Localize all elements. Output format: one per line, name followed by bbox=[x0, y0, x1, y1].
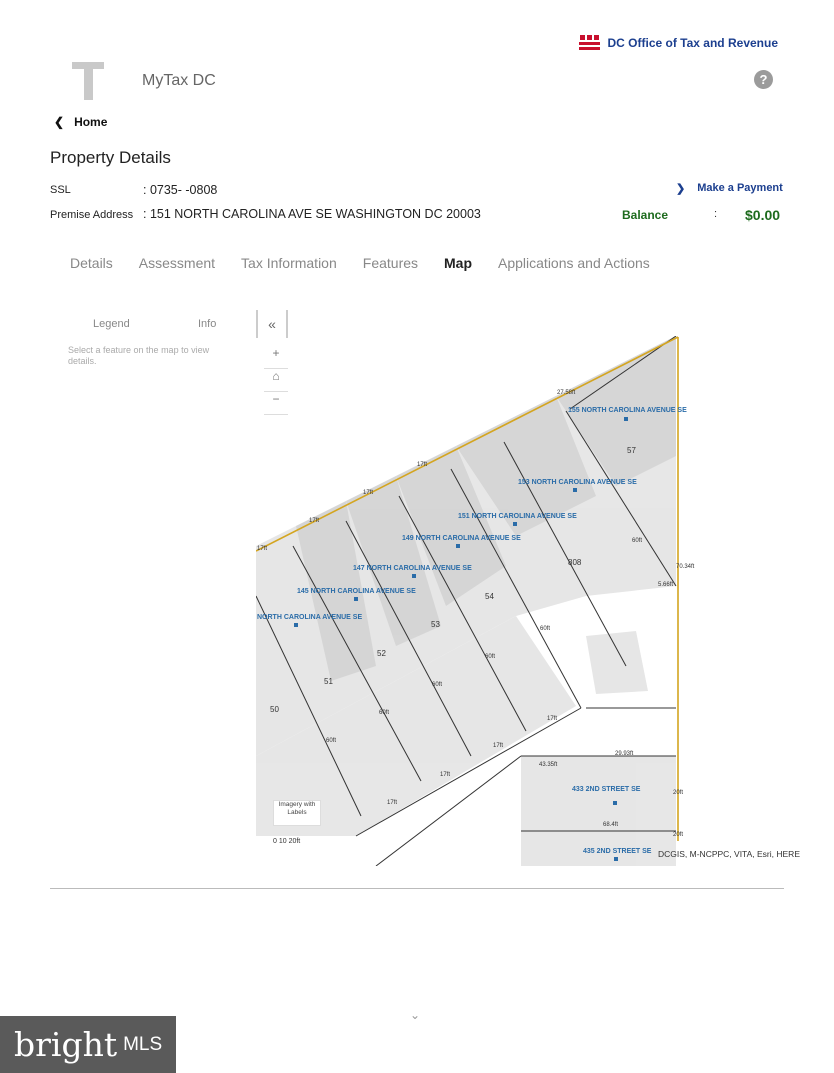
lot-number: 57 bbox=[627, 446, 636, 455]
lot-number: 51 bbox=[324, 677, 333, 686]
home-label: Home bbox=[74, 115, 108, 129]
chevron-right-icon: ❯ bbox=[676, 183, 686, 195]
agency-name: DC Office of Tax and Revenue bbox=[607, 36, 778, 50]
parcel-address-label: 433 2ND STREET SE bbox=[572, 786, 641, 793]
address-label: Premise Address bbox=[50, 209, 134, 221]
lot-number: 53 bbox=[431, 620, 440, 629]
parcel-address-label: 153 NORTH CAROLINA AVENUE SE bbox=[518, 479, 637, 486]
make-payment-link[interactable] bbox=[676, 182, 783, 195]
tab-map[interactable]: Map bbox=[444, 255, 473, 271]
tab-details[interactable]: Details bbox=[70, 255, 113, 271]
make-payment-label: Make a Payment bbox=[697, 182, 783, 194]
info-hint: Select a feature on the map to view details. bbox=[68, 345, 210, 366]
page-title: Property Details bbox=[50, 148, 171, 167]
dimension-label: 17ft bbox=[493, 743, 504, 749]
map-attribution: DCGIS, M-NCPPC, VITA, Esri, HERE bbox=[658, 849, 800, 859]
agency-brand[interactable] bbox=[579, 35, 778, 51]
dimension-label: 20ft bbox=[673, 790, 684, 796]
app-name: MyTax DC bbox=[142, 72, 216, 89]
dimension-label: 17ft bbox=[363, 490, 374, 496]
balance-colon: : bbox=[714, 208, 718, 220]
dimension-label: 60ft bbox=[485, 654, 496, 660]
dimension-label: 20ft bbox=[673, 832, 684, 838]
tab-bar bbox=[70, 255, 676, 271]
ssl-label: SSL bbox=[50, 184, 71, 196]
parcel-address-label: 145 NORTH CAROLINA AVENUE SE bbox=[297, 588, 416, 595]
zoom-in-button[interactable]: + bbox=[264, 346, 288, 369]
lot-number: 54 bbox=[485, 592, 494, 601]
basemap-toggle[interactable]: Imagery with Labels bbox=[273, 800, 321, 826]
parcel-address-label: NORTH CAROLINA AVENUE SE bbox=[257, 614, 363, 621]
parcel-address-label: 435 2ND STREET SE bbox=[583, 848, 652, 855]
collapse-panel-icon[interactable]: « bbox=[256, 310, 288, 338]
help-icon[interactable]: ? bbox=[754, 70, 773, 89]
tab-features[interactable]: Features bbox=[362, 255, 419, 271]
dimension-label: 17ft bbox=[387, 800, 398, 806]
dimension-label: 27.58ft bbox=[557, 390, 576, 396]
parcel-map[interactable] bbox=[256, 336, 796, 866]
mytax-logo-icon bbox=[66, 60, 110, 104]
dimension-label: 60ft bbox=[432, 682, 443, 688]
chevron-down-icon[interactable]: ⌄ bbox=[410, 1008, 421, 1022]
parcel-address-label: 147 NORTH CAROLINA AVENUE SE bbox=[353, 565, 472, 572]
address-value: : 151 NORTH CAROLINA AVE SE WASHINGTON DC 20003 bbox=[143, 207, 481, 221]
bright-mls-watermark bbox=[0, 1016, 176, 1073]
dimension-label: 60ft bbox=[540, 626, 551, 632]
watermark-brand: bright bbox=[14, 1025, 118, 1064]
dimension-label: 60ft bbox=[632, 538, 643, 544]
watermark-suffix: MLS bbox=[123, 1033, 163, 1055]
dimension-label: 17ft bbox=[417, 462, 428, 468]
tab-applications-and-actions[interactable]: Applications and Actions bbox=[498, 255, 650, 271]
scale-bar: 0 10 20ft bbox=[273, 838, 301, 845]
dimension-label: 60ft bbox=[379, 710, 390, 716]
dimension-label: 29.93ft bbox=[615, 751, 634, 757]
chevron-left-icon: ❮ bbox=[54, 115, 65, 129]
parcel-address-label: 155 NORTH CAROLINA AVENUE SE bbox=[568, 407, 687, 414]
tab-assessment[interactable]: Assessment bbox=[138, 255, 216, 271]
info-tab[interactable]: Info bbox=[198, 318, 217, 330]
zoom-out-button[interactable]: − bbox=[264, 392, 288, 415]
tab-tax-information[interactable]: Tax Information bbox=[241, 255, 337, 271]
dimension-label: 68.4ft bbox=[603, 822, 619, 828]
home-link[interactable] bbox=[54, 115, 107, 129]
balance-value: $0.00 bbox=[745, 207, 781, 223]
dimension-label: 17ft bbox=[257, 546, 268, 552]
dimension-label: 60ft bbox=[326, 738, 337, 744]
dimension-label: 5.66ft bbox=[658, 582, 674, 588]
balance-label: Balance bbox=[622, 208, 669, 222]
dimension-label: 43.35ft bbox=[539, 762, 558, 768]
lot-number: 50 bbox=[270, 705, 279, 714]
home-extent-icon[interactable]: ⌂ bbox=[264, 369, 288, 392]
dimension-label: 17ft bbox=[547, 716, 558, 722]
lot-number: 52 bbox=[377, 649, 386, 658]
parcel-address-label: 151 NORTH CAROLINA AVENUE SE bbox=[458, 513, 577, 520]
lot-number: 808 bbox=[568, 558, 582, 567]
ssl-value: : 0735- -0808 bbox=[143, 183, 218, 197]
parcel-address-label: 149 NORTH CAROLINA AVENUE SE bbox=[402, 535, 521, 542]
dimension-label: 17ft bbox=[440, 772, 451, 778]
map-zoom-controls bbox=[264, 346, 288, 415]
legend-tab[interactable]: Legend bbox=[93, 318, 130, 330]
dc-flag-icon bbox=[579, 35, 600, 51]
dimension-label: 17ft bbox=[309, 518, 320, 524]
dimension-label: 70.34ft bbox=[676, 564, 695, 570]
